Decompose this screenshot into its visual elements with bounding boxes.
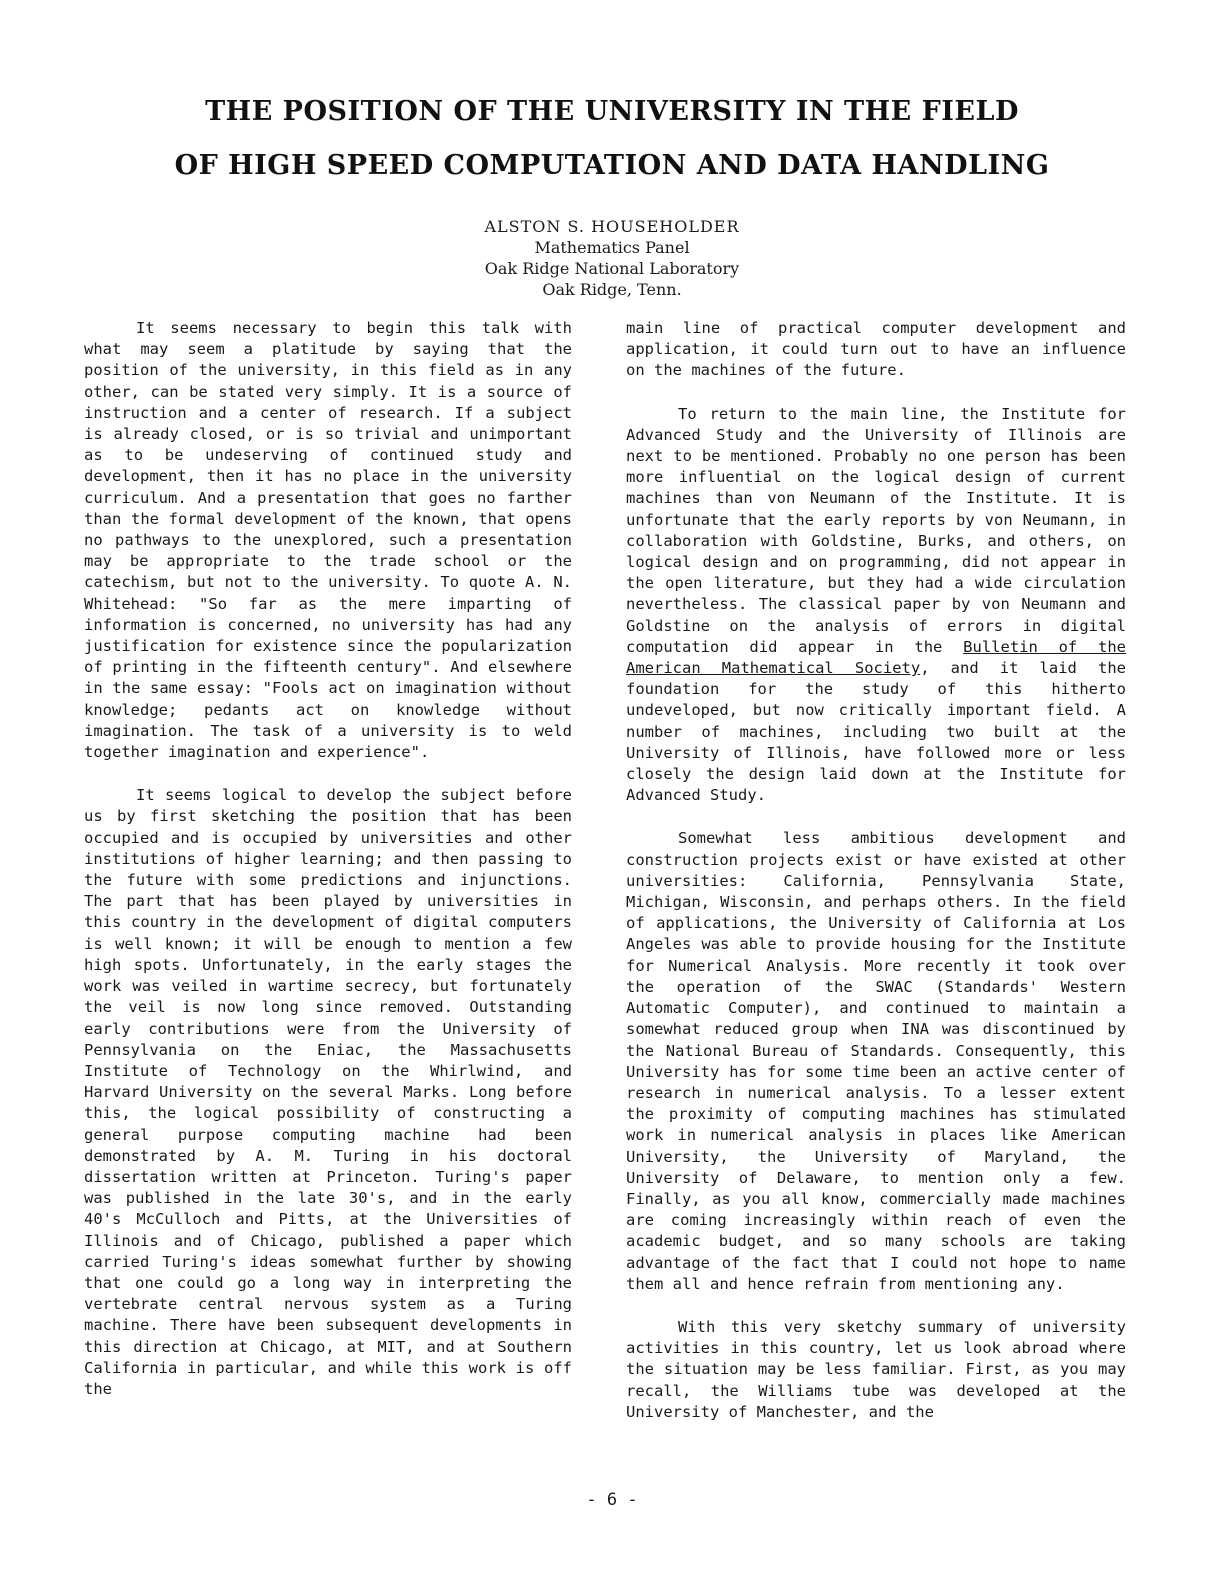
title-line-1: THE POSITION OF THE UNIVERSITY IN THE FIELD <box>205 96 1019 127</box>
paragraph: With this very sketchy summary of university activities in this country, let us look abroad where the situation may be less familiar. First, as you may recall, the Williams tube was developed at the University of Manchester, and the <box>626 1317 1126 1421</box>
paragraph <box>626 404 1126 807</box>
right-column <box>626 318 1126 1423</box>
paragraph-continued: main line of practical computer development and application, it could turn out to have an influence on the machines of the future. <box>626 319 1126 380</box>
title-line-2: OF HIGH SPEED COMPUTATION AND DATA HANDLING <box>174 150 1050 181</box>
paragraph-text: , and it laid the foundation for the study of this hitherto undeveloped, but now critically important field. A number of machines, including two built at the University of Illinois, have followed more or less closely the design laid down at the Institute for Advanced Study. <box>626 659 1126 805</box>
paragraph: It seems necessary to begin this talk with what may seem a platitude by saying that the position of the university, in this field as in any other, can be stated very simply. It is a source of instruction and a center of research. If a subject is already closed, or is so trivial and unimportant as to be undeserving of continued study and development, then it has no place in the university curriculum. And a presentation that goes no farther than the formal development of the known, that opens no pathways to the unexplored, such a presentation may be appropriate to the trade school or the catechism, but not to the university. To quote A. N. Whitehead: "So far as the mere imparting of information is concerned, no university has had any justification for existence since the popularization of printing in the fifteenth century". And elsewhere in the same essay: "Fools act on imagination without knowledge; pedants act on knowledge without imagination. The task of a university is to weld together imagination and experience". <box>84 319 572 762</box>
paragraph: It seems logical to develop the subject before us by first sketching the position that has been occupied and is occupied by universities and other institutions of higher learning; and then passing to the future with some predictions and injunctions. The part that has been played by universities in this country in the development of digital computers is well known; it will be enough to mention a few high spots. Unfortunately, in the early stages the work was veiled in wartime secrecy, but fortunately the veil is now long since removed. Outstanding early contributions were from the University of Pennsylvania on the Eniac, the Massachusetts Institute of Technology on the Whirlwind, and Harvard University on the several Marks. Long before this, the logical possibility of constructing a general purpose computing machine had been demonstrated by A. M. Turing in his doctoral dissertation written at Princeton. Turing's paper was published in the late 30's, and in the early 40's McCulloch and Pitts, at the Universities of Illinois and of Chicago, published a paper which carried Turing's ideas somewhat further by showing that one could go a long way in interpreting the vertebrate central nervous system as a Turing machine. There have been subsequent developments in this direction at Chicago, at MIT, and at Southern California in particular, and while this work is off the <box>84 786 572 1398</box>
author-location: Oak Ridge, Tenn. <box>542 280 682 299</box>
author-name: ALSTON S. HOUSEHOLDER <box>484 217 740 236</box>
paragraph: Somewhat less ambitious development and construction projects exist or have existed at other universities: California, Pennsylvania State, Michigan, Wisconsin, and perhaps others. In the field of applications, the University of California at Los Angeles was able to provide housing for the Institute for Numerical Analysis. More recently it took over the operation of the SWAC (Standards' Western Automatic Computer), and continued to maintain a somewhat reduced group when INA was discontinued by the National Bureau of Standards. Consequently, this University has for some time been an active center of research in numerical analysis. To a lesser extent the proximity of computing machines has stimulated work in numerical analysis in places like American University, the University of Maryland, the University of Delaware, to mention only a few. Finally, as you all know, commercially made machines are coming increasingly within reach of even the academic budget, and so many schools are taking advantage of the fact that I could not hope to name them all and hence refrain from mentioning any. <box>626 829 1126 1293</box>
author-panel: Mathematics Panel <box>534 238 690 257</box>
paragraph-text: To return to the main line, the Institute for Advanced Study and the University of Illinois are next to be mentioned. Probably no one person has been more influential on the logical design of current machines than von Neumann of the Institute. It is unfortunate that the early reports by von Neumann, in collaboration with Goldstine, Burks, and others, on logical design and on programming, did not appear in the open literature, but they had a wide circulation nevertheless. The classical paper by von Neumann and Goldstine on the analysis of errors in digital computation did appear in the <box>626 404 1126 656</box>
author-lab: Oak Ridge National Laboratory <box>484 259 740 278</box>
byline <box>60 216 1164 300</box>
left-column <box>84 318 572 1400</box>
journal-title: Bulletin of the American Mathematical Society <box>626 637 1127 678</box>
page-number: - 6 - <box>586 1490 638 1510</box>
